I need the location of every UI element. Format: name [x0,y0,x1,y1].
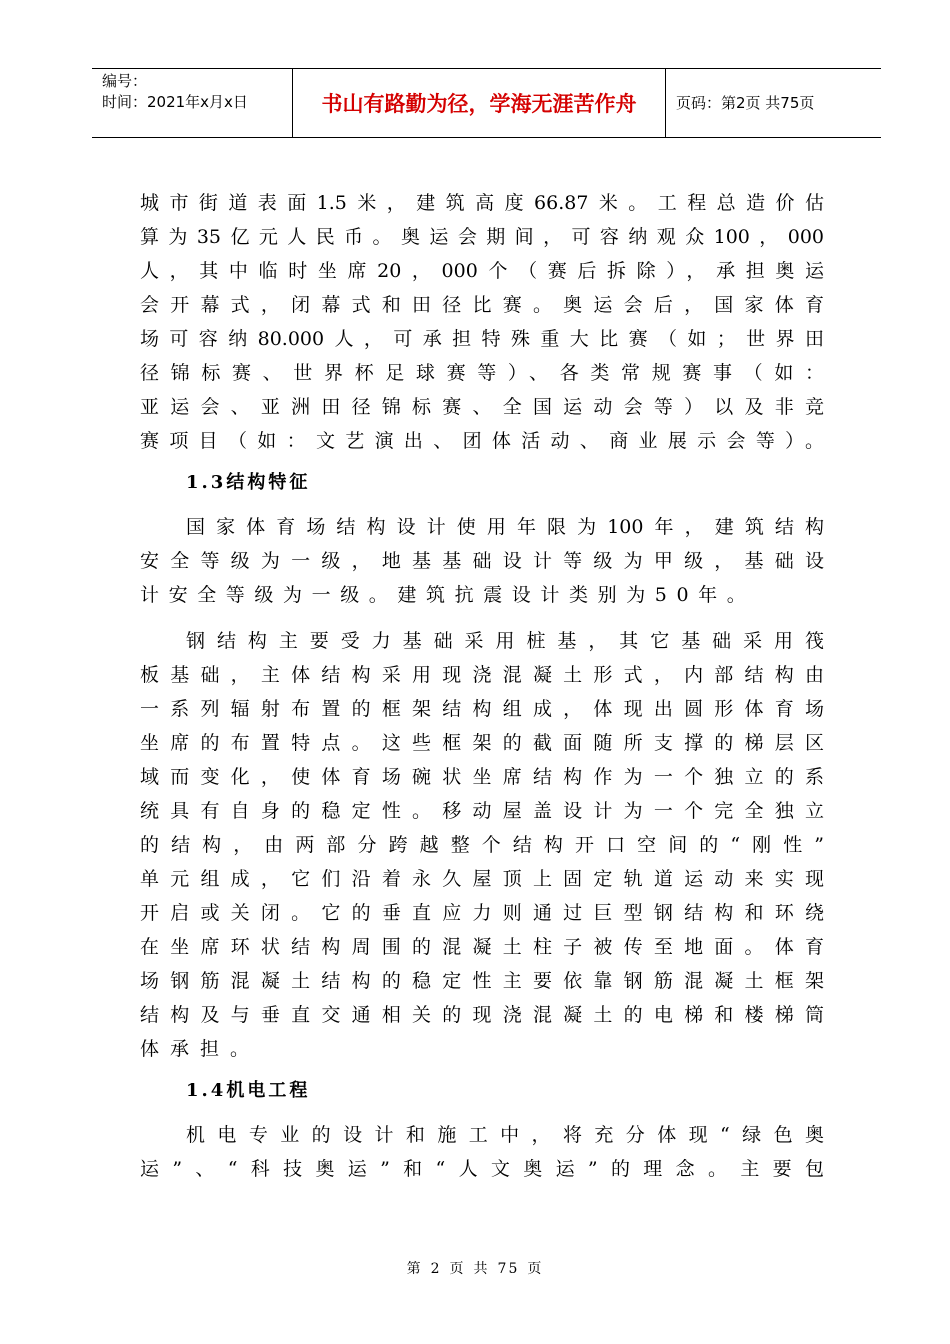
footer-page-number: 2 [430,1261,442,1277]
footer-text: 共 [473,1261,490,1277]
text-line: 一系列辐射布置的框架结构组成，体现出圆形体育场 [140,698,824,720]
text-line: 开启或关闭。它的垂直应力则通过巨型钢结构和环绕 [140,902,824,924]
text-line: 在坐席环状结构周围的混凝土柱子被传至地面。体育 [140,936,824,958]
text-line: 钢结构主要受力基础采用桩基，其它基础采用筏 [186,630,824,652]
text-line: 统具有自身的稳定性。移动屋盖设计为一个完全独立 [140,800,824,822]
header-page-cell [666,69,881,137]
footer-text: 页 [527,1261,544,1277]
document-number-label: 编号： [102,72,148,90]
text-line: 径锦标赛、世界杯足球赛等）、各类常规赛事（如： [140,362,824,384]
page-header [92,68,881,138]
text-line: 场钢筋混凝土结构的稳定性主要依靠钢筋混凝土框架 [140,970,824,992]
text-line: 坐席的布置特点。这些框架的截面随所支撑的梯层区 [140,732,824,754]
footer-text: 页 [449,1261,466,1277]
text-line: 场可容纳80.000人，可承担特殊重大比赛（如；世界田 [140,328,824,350]
document-body [140,186,824,1186]
text-line: 的结构，由两部分跨越整个结构开口空间的“刚性” [140,834,824,856]
text-line: 人，其中临时坐席20，000个（赛后拆除），承担奥运 [140,260,824,282]
text-line: 计安全等级为一级。建筑抗震设计类别为50年。 [140,584,756,606]
section-heading-1-4: 1.4机电工程 [186,1080,311,1101]
header-page-number: 页码：第2页 共75页 [676,94,815,112]
header-motto: 书山有路勤为径，学海无涯苦作舟 [321,92,637,116]
text-line: 板基础，主体结构采用现浇混凝土形式，内部结构由 [140,664,824,686]
paragraph-3 [140,624,824,1066]
text-line: 体承担。 [140,1038,261,1060]
footer-text: 第 [406,1261,423,1277]
text-line: 单元组成，它们沿着永久屋顶上固定轨道运动来实现 [140,868,824,890]
text-line: 亚运会、亚洲田径锦标赛、全国运动会等）以及非竞 [140,396,824,418]
paragraph-1 [140,186,824,458]
text-line: 结构及与垂直交通相关的现浇混凝土的电梯和楼梯筒 [140,1004,824,1026]
text-line: 会开幕式，闭幕式和田径比赛。奥运会后，国家体育 [140,294,824,316]
paragraph-2 [140,510,824,612]
document-time-label: 时间：2021年x月x日 [102,93,248,111]
text-line: 机电专业的设计和施工中，将充分体现“绿色奥 [186,1124,824,1146]
text-line: 运”、“科技奥运”和“人文奥运”的理念。主要包 [140,1158,824,1180]
text-line: 域而变化，使体育场碗状坐席结构作为一个独立的系 [140,766,824,788]
paragraph-4 [140,1118,824,1186]
text-line: 安全等级为一级，地基基础设计等级为甲级，基础设 [140,550,824,572]
text-line: 城市街道表面1.5米，建筑高度66.87米。工程总造价估 [140,192,824,214]
page-footer [0,1258,950,1278]
header-motto-cell [293,69,666,137]
footer-total-pages: 75 [497,1261,520,1277]
text-line: 国家体育场结构设计使用年限为100年，建筑结构 [186,516,824,538]
text-line: 算为35亿元人民币。奥运会期间，可容纳观众100，000 [140,226,824,248]
section-heading-1-3: 1.3结构特征 [186,472,311,493]
text-line: 赛项目（如：文艺演出、团体活动、商业展示会等）。 [140,430,824,452]
header-meta-cell [92,69,293,137]
